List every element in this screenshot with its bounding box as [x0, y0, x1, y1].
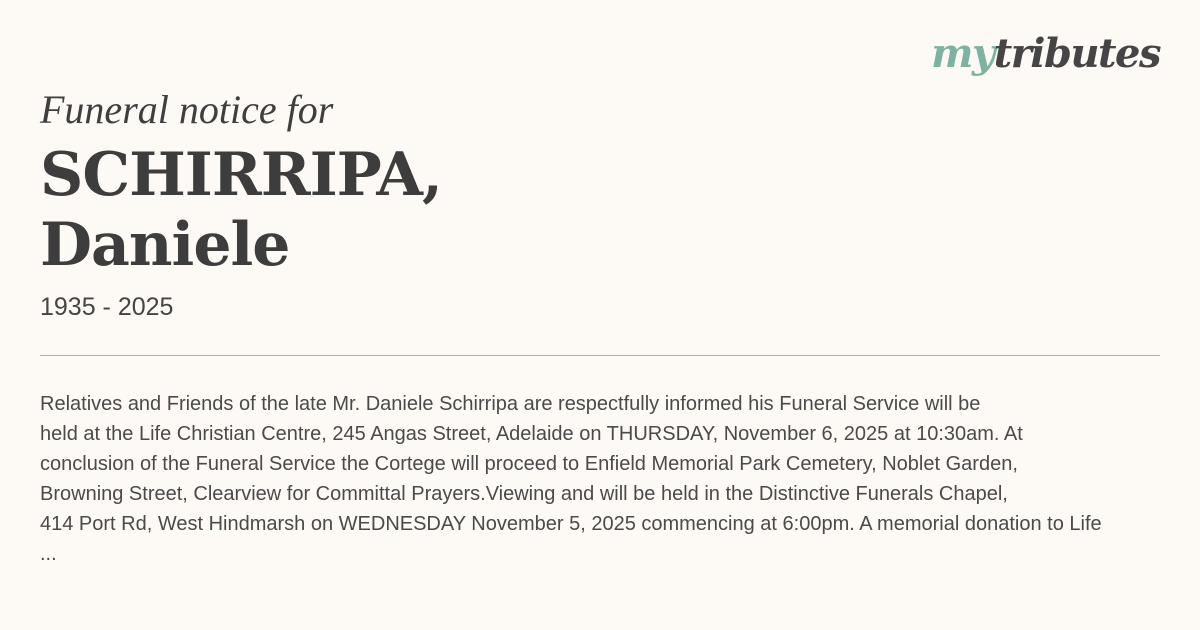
notice-body-line: Relatives and Friends of the late Mr. Daniele Schirripa are respectfully informed his Funeral Service will be	[40, 393, 981, 415]
notice-body-line: held at the Life Christian Centre, 245 Angas Street, Adelaide on THURSDAY, November 6, 2025 at 10:30am. At	[40, 423, 1023, 445]
logo-part-my: my	[931, 30, 994, 77]
notice-body-ellipsis: ...	[40, 543, 57, 565]
mytributes-logo[interactable]	[931, 30, 1160, 77]
deceased-name	[40, 140, 442, 280]
divider	[40, 355, 1160, 356]
logo-part-tributes: tributes	[993, 30, 1160, 77]
notice-body-line: 414 Port Rd, West Hindmarsh on WEDNESDAY November 5, 2025 commencing at 6:00pm. A memorial donation to Life	[40, 513, 1102, 535]
notice-body	[40, 389, 1200, 569]
deceased-given-name: Daniele	[40, 210, 290, 280]
notice-body-line: Browning Street, Clearview for Committal Prayers.Viewing and will be held in the Distinctive Funerals Chapel,	[40, 483, 1008, 505]
deceased-surname: SCHIRRIPA,	[40, 140, 442, 210]
life-years: 1935 - 2025	[40, 293, 174, 321]
notice-kicker: Funeral notice for	[40, 87, 334, 132]
notice-body-line: conclusion of the Funeral Service the Cortege will proceed to Enfield Memorial Park Cemetery, Noblet Garden,	[40, 453, 1018, 475]
